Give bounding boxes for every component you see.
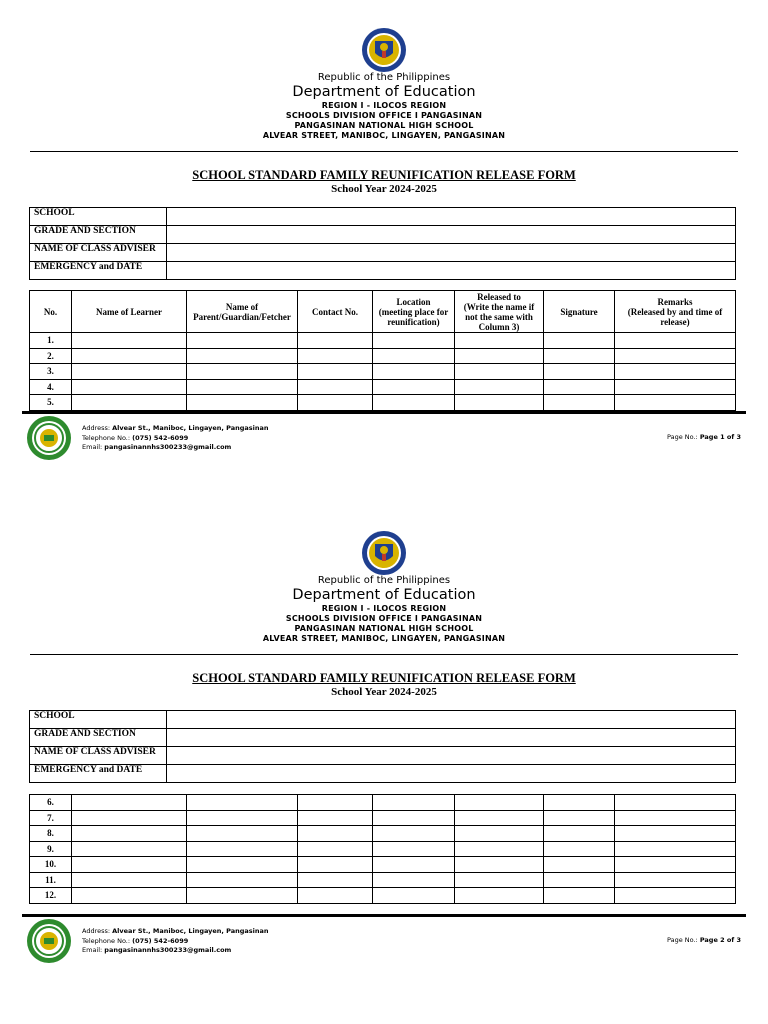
school-name: PANGASINAN NATIONAL HIGH SCHOOL [294, 624, 474, 633]
row-number: 10. [30, 857, 72, 873]
table-row [30, 872, 736, 888]
region-line: REGION I - ILOCOS REGION [321, 101, 447, 110]
info-value-cell[interactable] [167, 711, 736, 729]
release-table [29, 794, 736, 904]
col-learner: Name of Learner [72, 291, 187, 333]
header-divider [30, 151, 738, 152]
info-row [30, 208, 736, 226]
header-divider [30, 654, 738, 655]
info-value-cell[interactable] [167, 729, 736, 747]
republic-line: Republic of the Philippines [317, 72, 451, 83]
info-row [30, 226, 736, 244]
info-label: NAME OF CLASS ADVISER [30, 244, 167, 262]
deped-seal-icon [361, 27, 407, 73]
info-value-cell[interactable] [167, 226, 736, 244]
info-label: SCHOOL [30, 208, 167, 226]
row-number: 9. [30, 841, 72, 857]
col-parent: Name of Parent/Guardian/Fetcher [187, 291, 298, 333]
row-number: 12. [30, 888, 72, 904]
info-row [30, 765, 736, 783]
form-title: SCHOOL STANDARD FAMILY REUNIFICATION RELEASE FORM [192, 168, 576, 182]
info-label: EMERGENCY and DATE [30, 262, 167, 280]
table-row [30, 795, 736, 811]
info-label: GRADE AND SECTION [30, 226, 167, 244]
table-row [30, 826, 736, 842]
school-year: School Year 2024-2025 [331, 686, 437, 698]
col-contact: Contact No. [298, 291, 373, 333]
info-value-cell[interactable] [167, 244, 736, 262]
table-row [30, 841, 736, 857]
info-value-cell[interactable] [167, 208, 736, 226]
page-1 [0, 0, 768, 503]
table-row [30, 857, 736, 873]
col-remarks: Remarks (Released by and time of release) [615, 291, 736, 333]
row-number: 5. [30, 395, 72, 411]
info-table [29, 207, 736, 280]
division-line: SCHOOLS DIVISION OFFICE I PANGASINAN [285, 614, 483, 623]
row-number: 1. [30, 333, 72, 349]
table-row [30, 348, 736, 364]
table-row [30, 333, 736, 349]
school-address: ALVEAR STREET, MANIBOC, LINGAYEN, PANGASINAN [262, 634, 506, 643]
table-row [30, 379, 736, 395]
region-line: REGION I - ILOCOS REGION [321, 604, 447, 613]
row-number: 3. [30, 364, 72, 380]
col-signature: Signature [544, 291, 615, 333]
school-address: ALVEAR STREET, MANIBOC, LINGAYEN, PANGASINAN [262, 131, 506, 140]
table-row [30, 395, 736, 411]
deped-seal-icon [361, 530, 407, 576]
form-title: SCHOOL STANDARD FAMILY REUNIFICATION RELEASE FORM [192, 671, 576, 685]
info-label: NAME OF CLASS ADVISER [30, 747, 167, 765]
release-table [29, 290, 736, 411]
col-no: No. [30, 291, 72, 333]
school-name: PANGASINAN NATIONAL HIGH SCHOOL [294, 121, 474, 130]
info-value-cell[interactable] [167, 262, 736, 280]
row-number: 8. [30, 826, 72, 842]
table-row [30, 888, 736, 904]
table-row [30, 810, 736, 826]
info-label: SCHOOL [30, 711, 167, 729]
department-title: Department of Education [292, 84, 476, 100]
info-row [30, 244, 736, 262]
department-title: Department of Education [292, 587, 476, 603]
school-year: School Year 2024-2025 [331, 183, 437, 195]
footer-divider [22, 914, 746, 917]
info-table [29, 710, 736, 783]
info-row [30, 711, 736, 729]
info-value-cell[interactable] [167, 747, 736, 765]
school-logo-icon [26, 415, 72, 461]
page-number: Page No.: Page 1 of 3 [666, 433, 741, 441]
row-number: 2. [30, 348, 72, 364]
division-line: SCHOOLS DIVISION OFFICE I PANGASINAN [285, 111, 483, 120]
republic-line: Republic of the Philippines [317, 575, 451, 586]
row-number: 4. [30, 379, 72, 395]
info-row [30, 729, 736, 747]
table-row [30, 364, 736, 380]
footer-address: Address: Alvear St., Maniboc, Lingayen, Pangasinan Telephone No.: (075) 542-6099 Email: pangasinannhs300233@gmail.com [82, 927, 269, 954]
row-number: 6. [30, 795, 72, 811]
school-logo-icon [26, 918, 72, 964]
footer-divider [22, 411, 746, 414]
row-number: 7. [30, 810, 72, 826]
page-2 [0, 503, 768, 1006]
info-row [30, 747, 736, 765]
info-label: EMERGENCY and DATE [30, 765, 167, 783]
info-label: GRADE AND SECTION [30, 729, 167, 747]
info-row [30, 262, 736, 280]
col-location: Location (meeting place for reunification) [373, 291, 455, 333]
col-released: Released to (Write the name if not the same with Column 3) [455, 291, 544, 333]
footer-address: Address: Alvear St., Maniboc, Lingayen, Pangasinan Telephone No.: (075) 542-6099 Email: pangasinannhs300233@gmail.com [82, 424, 269, 451]
page-number: Page No.: Page 2 of 3 [666, 936, 741, 944]
info-value-cell[interactable] [167, 765, 736, 783]
row-number: 11. [30, 872, 72, 888]
table-header-row [30, 291, 736, 333]
